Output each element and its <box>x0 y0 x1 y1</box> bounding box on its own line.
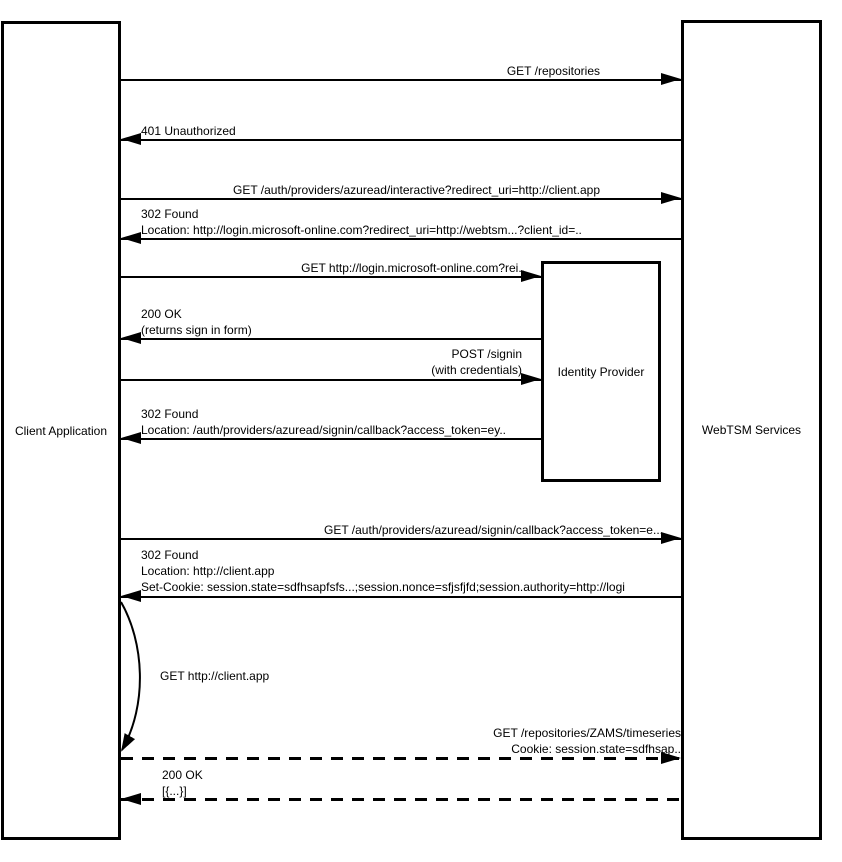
message-label-line: [{...}] <box>162 784 187 798</box>
message-label <box>141 306 252 338</box>
message-label-line: (with credentials) <box>431 363 522 377</box>
arrowhead-right-icon <box>521 373 541 385</box>
message-label-line: 401 Unauthorized <box>141 124 236 138</box>
message-line <box>121 276 541 278</box>
message-label-line: 200 OK <box>162 768 203 782</box>
message-label-line: GET http://login.microsoft-online.com?rei.. <box>301 261 525 275</box>
arrowhead-left-icon <box>121 232 141 244</box>
message-label <box>301 260 525 276</box>
message-line <box>121 139 681 141</box>
message-label <box>141 406 506 438</box>
message-label <box>141 547 681 595</box>
arrowhead-right-icon <box>661 532 681 544</box>
message-label-line: GET /repositories <box>506 64 600 78</box>
actor-label-client-application: Client Application <box>14 423 108 438</box>
message-label <box>141 123 236 139</box>
arrowhead-right-icon <box>661 192 681 204</box>
message-label-line: 302 Found <box>141 407 199 421</box>
message-line <box>121 338 541 340</box>
message-label <box>141 206 582 238</box>
message-label-line: Set-Cookie: session.state=sdfhsapfsfs...;session.nonce=sfjsfjfd;session.authority=http://logi <box>141 580 625 594</box>
message-label-line: 200 OK <box>141 307 182 321</box>
message-label-line: GET /auth/providers/azuread/signin/callback?access_token=e... <box>324 523 663 537</box>
message-label <box>507 63 600 79</box>
message-line <box>121 238 681 240</box>
message-label-line: GET http://client.app <box>160 669 270 683</box>
message-label <box>324 522 663 538</box>
message-line <box>121 379 541 381</box>
actor-label-identity-provider: Identity Provider <box>557 364 645 379</box>
arrowhead-right-icon <box>661 73 681 85</box>
message-line-dashed <box>121 757 681 760</box>
arrowhead-left-icon <box>121 133 141 145</box>
message-label-line: (returns sign in form) <box>141 323 252 337</box>
message-label-line: 302 Found <box>141 207 199 221</box>
message-line <box>121 596 681 598</box>
message-line <box>121 538 681 540</box>
message-line <box>121 438 541 440</box>
message-label <box>493 725 681 757</box>
actor-label-webtsm-services: WebTSM Services <box>701 423 802 437</box>
arrowhead-left-icon <box>121 432 141 444</box>
message-line-dashed <box>121 798 681 801</box>
message-label <box>431 346 522 378</box>
message-line <box>121 79 681 81</box>
actor-box-client-application <box>1 21 121 840</box>
message-label-line: GET /repositories/ZAMS/timeseries <box>493 726 681 740</box>
message-label-line: 302 Found <box>141 548 199 562</box>
message-label <box>162 767 203 799</box>
message-label-line: POST /signin <box>451 347 522 361</box>
message-label <box>160 668 269 684</box>
message-label <box>233 182 600 198</box>
message-label-line: Location: http://login.microsoft-online.com?redirect_uri=http://webtsm...?client_id=.. <box>141 223 582 237</box>
arrowhead-left-icon <box>121 332 141 344</box>
message-label-line: Cookie: session.state=sdfhsap.. <box>511 742 681 756</box>
message-label-line: Location: /auth/providers/azuread/signin/callback?access_token=ey.. <box>141 423 506 437</box>
message-label-line: GET /auth/providers/azuread/interactive?redirect_uri=http://client.app <box>233 183 600 197</box>
actor-box-webtsm-services <box>681 20 822 840</box>
message-label-line: Location: http://client.app <box>141 564 275 578</box>
message-line <box>121 198 681 200</box>
actor-box-identity-provider <box>541 261 661 482</box>
arrowhead-left-icon <box>121 793 141 805</box>
